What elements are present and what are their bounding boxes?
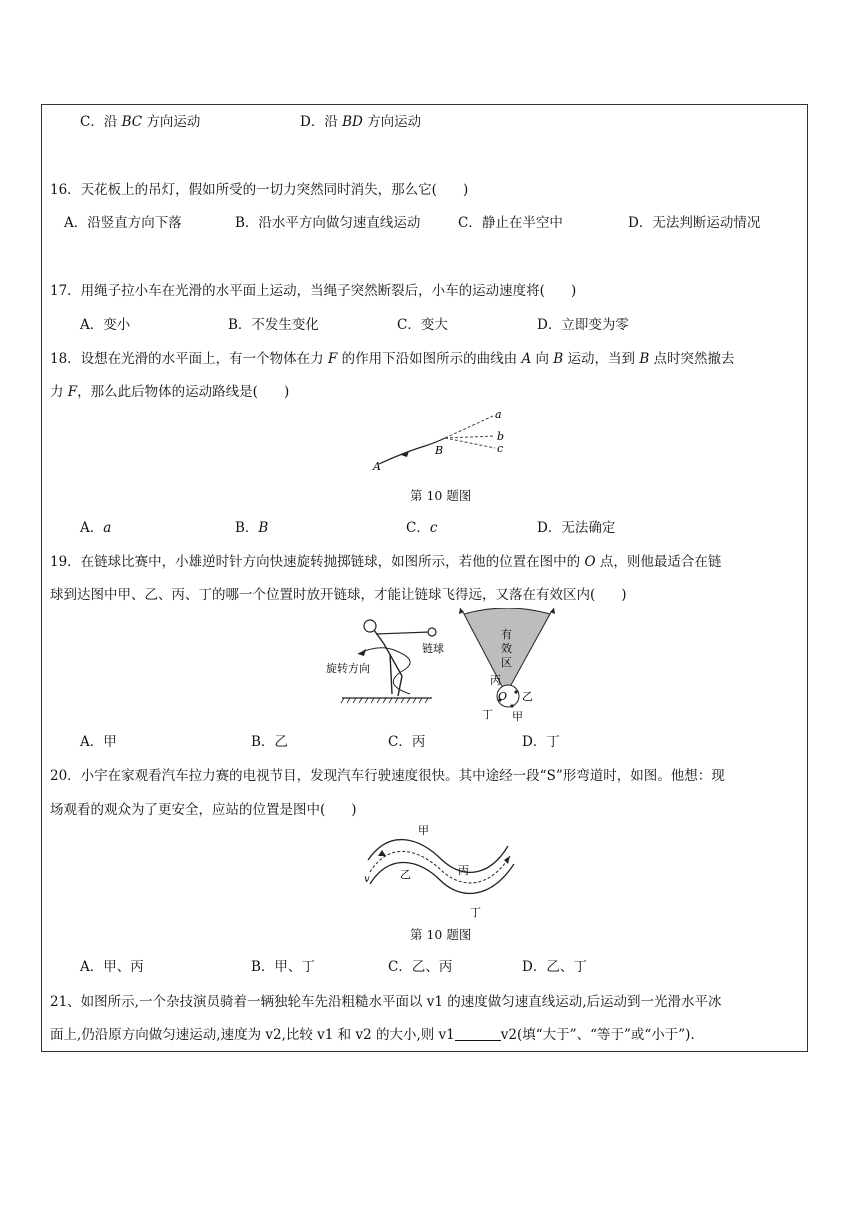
fig-label-b: b — [497, 430, 505, 443]
q16-option-a: A．沿竖直方向下落 — [64, 215, 182, 231]
q17-option-a: A．变小 — [80, 317, 131, 333]
fig-label-zone-3: 区 — [501, 656, 512, 669]
q19-stem-line2: 球到达图中甲、乙、丙、丁的哪一个位置时放开链球，才能让链球飞得远，又落在有效区内( ) — [50, 587, 627, 603]
q17-stem: 17．用绳子拉小车在光滑的水平面上运动，当绳子突然断裂后，小车的运动速度将( ) — [50, 283, 577, 299]
q18-option-d: D．无法确定 — [537, 520, 616, 536]
fig-label-B: B — [435, 444, 444, 457]
q19-valid-zone-figure — [456, 608, 560, 722]
q18-stem-line2: 力 F，那么此后物体的运动路线是( ) — [50, 384, 290, 400]
q20-s-curve-figure — [360, 822, 522, 918]
fig-label-bing: 丙 — [458, 864, 469, 877]
fig-label-yi: 乙 — [400, 868, 411, 881]
q20-stem-line1: 20．小宇在家观看汽车拉力赛的电视节目，发现汽车行驶速度很快。其中途经一段“S”形弯道时，如图。他想：现 — [50, 768, 725, 784]
answer-blank[interactable] — [455, 1026, 501, 1041]
q18-option-b: B．B — [235, 520, 269, 536]
fig-label-ball: 链球 — [422, 642, 444, 655]
fig-label-yi: 乙 — [522, 690, 533, 703]
fig-label-zone-1: 有 — [501, 628, 512, 641]
fig-label-O: O — [498, 690, 508, 703]
q20-stem-line2: 场观看的观众为了更安全，应站的位置是图中( ) — [50, 802, 357, 818]
q20-figure-caption: 第 10 题图 — [410, 927, 472, 942]
fig-label-jia: 甲 — [512, 710, 523, 722]
q19-hammer-thrower-figure — [320, 614, 450, 710]
q16-stem: 16．天花板上的吊灯，假如所受的一切力突然同时消失，那么它( ) — [50, 182, 469, 198]
q20-option-d: D．乙、丁 — [522, 959, 587, 975]
q19-stem-line1: 19．在链球比赛中，小雄逆时针方向快速旋转抛掷链球，如图所示，若他的位置在图中的 O 点，则他最适合在链 — [50, 554, 722, 570]
q21-stem-line1: 21、如图所示,一个杂技演员骑着一辆独轮车先沿粗糙水平面以 v1 的速度做匀速直线运动,后运动到一光滑水平冰 — [50, 994, 722, 1010]
fig-label-ding: 丁 — [470, 906, 481, 918]
fig-label-c: c — [497, 442, 504, 455]
q18-figure-caption: 第 10 题图 — [410, 488, 472, 503]
q20-option-b: B．甲、丁 — [251, 959, 315, 975]
fig-label-jia: 甲 — [418, 824, 429, 837]
q20-option-c: C．乙、丙 — [388, 959, 453, 975]
q19-option-c: C．丙 — [388, 734, 426, 750]
q17-option-b: B．不发生变化 — [228, 317, 319, 333]
q16-option-c: C．静止在半空中 — [458, 215, 563, 231]
q21-stem-line2: 面上,仍沿原方向做匀速运动,速度为 v2,比较 v1 和 v2 的大小,则 v1 v2(填“大于”、“等于”或“小于”). — [50, 1027, 695, 1043]
fig-label-v: v — [364, 874, 370, 885]
q15-option-d: D．沿 BD 方向运动 — [300, 114, 422, 130]
q19-option-a: A．甲 — [80, 734, 117, 750]
q16-option-b: B．沿水平方向做匀速直线运动 — [235, 215, 421, 231]
q18-trajectory-figure — [365, 408, 515, 474]
fig-label-zone-2: 效 — [501, 642, 512, 655]
fig-label-ding: 丁 — [482, 708, 493, 721]
q19-option-d: D．丁 — [522, 734, 560, 750]
q18-option-a: A．a — [80, 520, 112, 536]
fig-label-A: A — [373, 460, 381, 473]
q20-option-a: A．甲、丙 — [80, 959, 144, 975]
fig-label-rotation: 旋转方向 — [326, 662, 370, 675]
q17-option-d: D．立即变为零 — [537, 317, 629, 333]
q16-option-d: D．无法判断运动情况 — [628, 215, 761, 231]
q15-option-c: C．沿 BC 方向运动 — [80, 114, 201, 130]
q18-stem-line1: 18．设想在光滑的水平面上，有一个物体在力 F 的作用下沿如图所示的曲线由 A 向 B 运动，当到 B 点时突然撤去 — [50, 351, 735, 367]
q19-option-b: B．乙 — [251, 734, 288, 750]
fig-label-a: a — [495, 408, 502, 421]
q17-option-c: C．变大 — [397, 317, 448, 333]
q18-option-c: C．c — [406, 520, 438, 536]
fig-label-bing: 丙 — [490, 674, 501, 687]
